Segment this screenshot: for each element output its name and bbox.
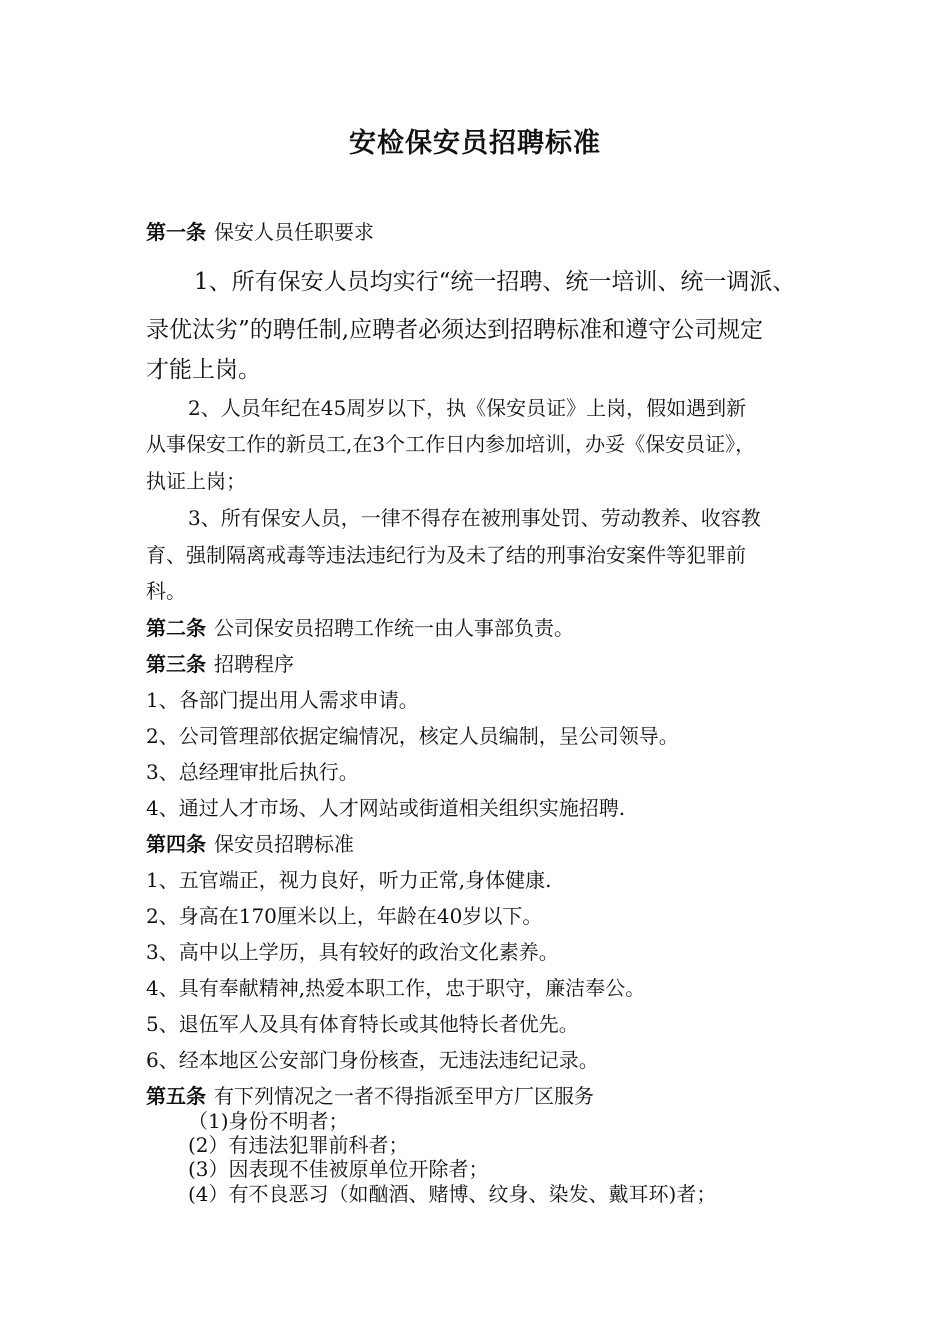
paragraph-line: 录优汰劣”的聘任制,应聘者必须达到招聘标准和遵守公司规定: [146, 317, 764, 343]
list-item: (2）有违法犯罪前科者；: [188, 1133, 409, 1157]
list-item: 4、通过人才市场、人才网站或街道相关组织实施招聘.: [146, 796, 626, 820]
article-1-heading: [146, 218, 374, 246]
article-label: 第四条: [146, 832, 206, 856]
list-item: 2、公司管理部依据定编情况，核定人员编制，呈公司领导。: [146, 724, 679, 748]
article-heading-text: 有下列情况之一者不得指派至甲方厂区服务: [214, 1084, 594, 1108]
article-label: 第五条: [146, 1084, 206, 1108]
paragraph-line: 3、所有保安人员，一律不得存在被刑事处罚、劳动教养、收容教: [188, 506, 761, 530]
article-heading-text: 保安人员任职要求: [214, 220, 374, 244]
article-heading-text: 公司保安员招聘工作统一由人事部负责。: [214, 616, 574, 640]
list-item: 6、经本地区公安部门身份核查，无违法违纪记录。: [146, 1048, 599, 1072]
paragraph-line: 执证上岗；: [146, 469, 246, 493]
list-item: 5、退伍军人及具有体育特长或其他特长者优先。: [146, 1012, 579, 1036]
list-item: 1、各部门提出用人需求申请。: [146, 688, 419, 712]
paragraph-line: 1、所有保安人员均实行“统一招聘、统一培训、统一调派、: [194, 269, 796, 295]
paragraph-line: 2、人员年纪在45周岁以下，执《保安员证》上岗，假如遇到新: [188, 396, 747, 420]
article-label: 第三条: [146, 652, 206, 676]
article-3-heading: [146, 650, 294, 678]
article-heading-text: 招聘程序: [214, 652, 294, 676]
paragraph-line: 科。: [146, 579, 186, 603]
paragraph-line: 育、强制隔离戒毒等违法违纪行为及未了结的刑事治安案件等犯罪前: [146, 543, 746, 567]
list-item: (4）有不良恶习（如酗酒、赌博、纹身、染发、戴耳环)者；: [188, 1182, 717, 1206]
article-label: 第二条: [146, 616, 206, 640]
list-item: 4、具有奉献精神,热爱本职工作，忠于职守，廉洁奉公。: [146, 976, 646, 1000]
document-title: 安检保安员招聘标准: [349, 128, 601, 159]
list-item: 2、身高在170厘米以上，年龄在40岁以下。: [146, 904, 543, 928]
article-5-heading: [146, 1082, 594, 1110]
paragraph-line: 才能上岗。: [146, 357, 261, 383]
article-label: 第一条: [146, 220, 206, 244]
article-heading-text: 保安员招聘标准: [214, 832, 354, 856]
list-item: 3、总经理审批后执行。: [146, 760, 359, 784]
list-item: (3）因表现不佳被原单位开除者；: [188, 1157, 489, 1181]
paragraph-line: 从事保安工作的新员工,在3个工作日内参加培训，办妥《保安员证》，: [146, 432, 756, 456]
list-item: （1)身份不明者；: [188, 1109, 349, 1133]
list-item: 3、高中以上学历，具有较好的政治文化素养。: [146, 940, 559, 964]
list-item: 1、五官端正，视力良好，听力正常,身体健康.: [146, 868, 552, 892]
article-4-heading: [146, 830, 354, 858]
article-2-heading: [146, 614, 574, 642]
